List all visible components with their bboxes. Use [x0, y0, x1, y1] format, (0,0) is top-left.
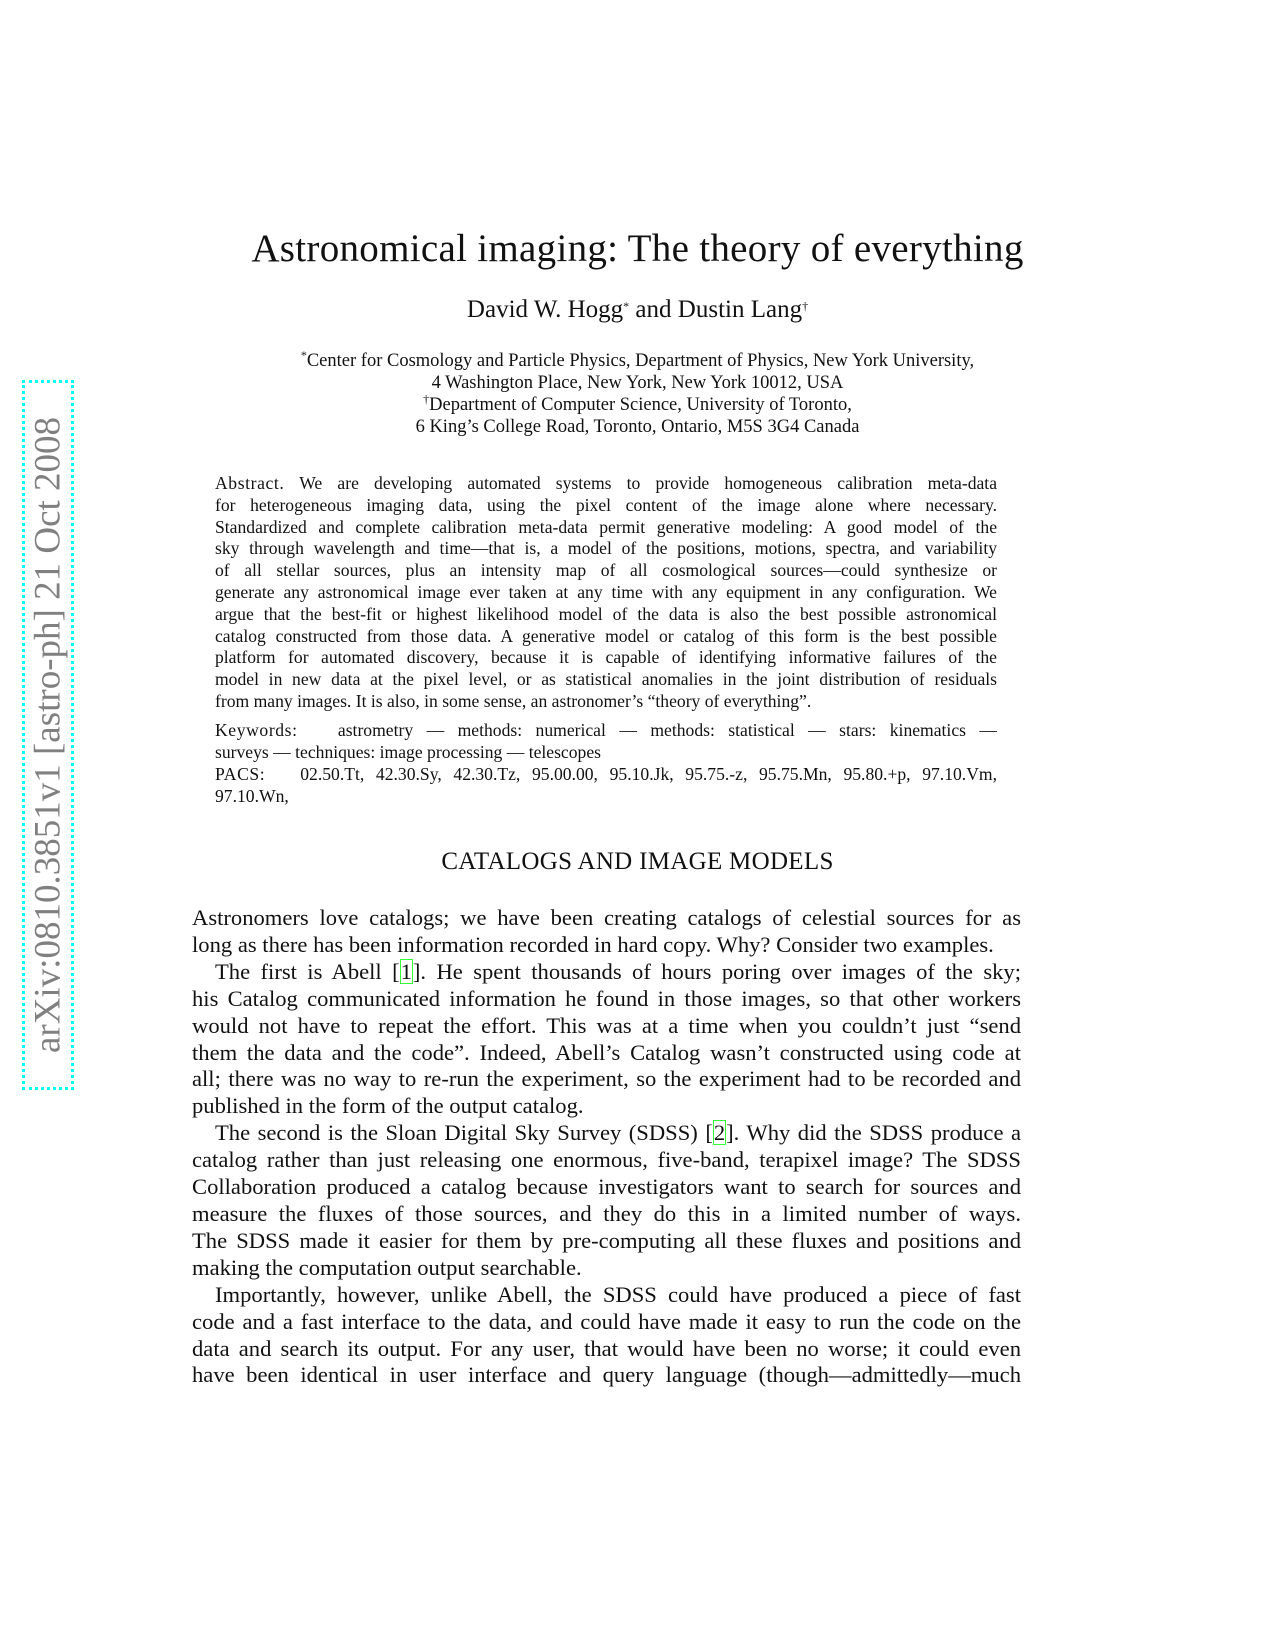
- abstract-label: Abstract.: [215, 473, 285, 493]
- body-line: [192, 932, 1021, 959]
- arxiv-id: arXiv:0810.3851v1 [astro-ph] 21 Oct 2008: [27, 416, 69, 1054]
- keywords-text: surveys — techniques: image processing — telescopes: [215, 741, 601, 762]
- pacs-text: 97.10.Wn,: [215, 785, 289, 806]
- abstract-text: sky through wavelength and time—that is, a model of the positions, motions, spectra, and variability: [215, 538, 997, 559]
- citation-link[interactable]: 2: [713, 1120, 726, 1146]
- body-line: [192, 1040, 1021, 1067]
- body-text-segment: published in the form of the output catalog.: [192, 1093, 584, 1119]
- pacs-line: [215, 786, 997, 808]
- body-text-segment: The SDSS made it easier for them by pre-computing all these fluxes and positions and: [192, 1227, 1021, 1253]
- abstract-line: [215, 647, 997, 669]
- body-line: [192, 1120, 1021, 1147]
- abstract-text: of all stellar sources, plus an intensity map of all cosmological sources—could synthesize or: [215, 560, 997, 581]
- affiliation-mark: †: [423, 392, 430, 406]
- author-name: David W. Hogg: [466, 296, 624, 323]
- body-line: [192, 1336, 1021, 1363]
- body-line: [192, 905, 1021, 932]
- author-name: Dustin Lang: [677, 296, 803, 323]
- body-line: [192, 1201, 1021, 1228]
- body-text-segment: Collaboration produced a catalog because investigators want to search for sources and: [192, 1174, 1021, 1200]
- body-line: [192, 1013, 1021, 1040]
- keywords: [215, 720, 997, 764]
- pacs-line: [215, 764, 997, 786]
- keywords-line: [215, 742, 997, 764]
- abstract-text: Standardized and complete calibration meta-data permit generative modeling: A good model of the: [215, 516, 997, 537]
- body-line: [192, 986, 1021, 1013]
- affiliations: [0, 350, 1275, 438]
- abstract-text: model in new data at the pixel level, or as statistical anomalies in the joint distribution of residuals: [215, 669, 997, 690]
- body-line: [192, 1255, 1021, 1282]
- body-text-segment: have been identical in user interface and query language (though—admittedly—much: [192, 1362, 1021, 1388]
- body-text-segment: them the data and the code”. Indeed, Abell’s Catalog wasn’t constructed using code at: [192, 1039, 1021, 1065]
- body-line: [192, 959, 1021, 986]
- body-text-segment: would not have to repeat the effort. This was at a time when you couldn’t just “send: [192, 1012, 1021, 1038]
- abstract-line: [215, 669, 997, 691]
- affiliation-text: Department of Computer Science, University of Toronto,: [429, 395, 852, 415]
- body-line: [192, 1362, 1021, 1389]
- affiliation-line: [0, 416, 1275, 438]
- body-text: [192, 905, 1021, 1389]
- author-list: [0, 296, 1275, 324]
- abstract-text: argue that the best-fit or highest likelihood model of the data is also the best possible astronomical: [215, 603, 997, 624]
- pacs-text: 02.50.Tt, 42.30.Sy, 42.30.Tz, 95.00.00, 95.10.Jk, 95.75.-z, 95.75.Mn, 95.80.+p, 97.10.Vm,: [265, 764, 997, 784]
- body-text-segment: ]. He spent thousands of hours poring over images of the sky;: [412, 958, 1021, 984]
- abstract-line: [215, 604, 997, 626]
- body-text-segment: Astronomers love catalogs; we have been creating catalogs of celestial sources for as: [192, 905, 1021, 930]
- abstract-text: platform for automated discovery, because it is capable of identifying informative failures of the: [215, 647, 997, 668]
- abstract-line: [215, 495, 997, 517]
- affiliation-line: [0, 394, 1275, 416]
- body-line: [192, 1174, 1021, 1201]
- body-text-segment: Importantly, however, unlike Abell, the SDSS could have produced a piece of fast: [215, 1281, 1021, 1307]
- author-mark: *: [623, 299, 630, 313]
- body-text-segment: all; there was no way to re-run the experiment, so the experiment had to be recorded and: [192, 1066, 1021, 1092]
- section-heading: CATALOGS AND IMAGE MODELS: [441, 848, 834, 875]
- body-line: [192, 1228, 1021, 1255]
- abstract-text: catalog constructed from those data. A generative model or catalog of this form is the best possible: [215, 625, 997, 646]
- affiliation-text: 6 King’s College Road, Toronto, Ontario, M5S 3G4 Canada: [415, 417, 860, 437]
- abstract-line: [215, 517, 997, 539]
- abstract-line: [215, 626, 997, 648]
- affiliation-line: [0, 372, 1275, 394]
- body-line: [192, 1093, 1021, 1120]
- body-line: [192, 1309, 1021, 1336]
- abstract-line: [215, 691, 997, 713]
- affiliation-line: [0, 350, 1275, 372]
- abstract-text: for heterogeneous imaging data, using the pixel content of the image alone where necessary.: [215, 494, 997, 515]
- body-text-segment: long as there has been information recorded in hard copy. Why? Consider two examples.: [192, 931, 994, 957]
- keywords-label: Keywords:: [215, 720, 298, 740]
- body-text-segment: making the computation output searchable.: [192, 1254, 582, 1280]
- affiliation-text: Center for Cosmology and Particle Physics, Department of Physics, New York University,: [306, 351, 975, 371]
- body-text-segment: ]. Why did the SDSS produce a: [726, 1120, 1021, 1146]
- affiliation-mark: *: [300, 348, 307, 362]
- body-line: [192, 1282, 1021, 1309]
- keywords-line: [215, 720, 997, 742]
- paper-title: Astronomical imaging: The theory of everything: [251, 227, 1024, 270]
- affiliation-text: 4 Washington Place, New York, New York 10012, USA: [431, 373, 844, 393]
- arxiv-stamp: [22, 380, 74, 1090]
- body-text-segment: measure the fluxes of those sources, and they do this in a limited number of ways.: [192, 1200, 1021, 1226]
- body-line: [192, 1066, 1021, 1093]
- abstract: [215, 473, 997, 713]
- body-line: [192, 1147, 1021, 1174]
- body-text-segment: his Catalog communicated information he found in those images, so that other workers: [192, 985, 1021, 1011]
- abstract-text: We are developing automated systems to provide homogeneous calibration meta-data: [284, 473, 997, 493]
- abstract-text: from many images. It is also, in some sense, an astronomer’s “theory of everything”.: [215, 690, 812, 711]
- abstract-line: [215, 473, 997, 495]
- citation-link[interactable]: 1: [400, 958, 412, 984]
- body-text-segment: code and a fast interface to the data, and could have made it easy to run the code on the: [192, 1308, 1021, 1334]
- body-text-segment: data and search its output. For any user, that would have been no worse; it could even: [192, 1335, 1021, 1361]
- keywords-text: astrometry — methods: numerical — methods: statistical — stars: kinematics —: [297, 720, 997, 740]
- abstract-line: [215, 538, 997, 560]
- abstract-line: [215, 582, 997, 604]
- pacs-codes: [215, 764, 997, 808]
- body-text-segment: The first is Abell [: [215, 958, 400, 984]
- author-separator: and: [629, 296, 678, 323]
- pacs-label: PACS:: [215, 764, 266, 784]
- author-mark: †: [802, 299, 809, 313]
- body-text-segment: The second is the Sloan Digital Sky Survey (SDSS) [: [215, 1120, 713, 1146]
- abstract-line: [215, 560, 997, 582]
- abstract-text: generate any astronomical image ever taken at any time with any equipment in any configuration. We: [215, 581, 997, 602]
- body-text-segment: catalog rather than just releasing one enormous, five-band, terapixel image? The SDSS: [192, 1147, 1021, 1173]
